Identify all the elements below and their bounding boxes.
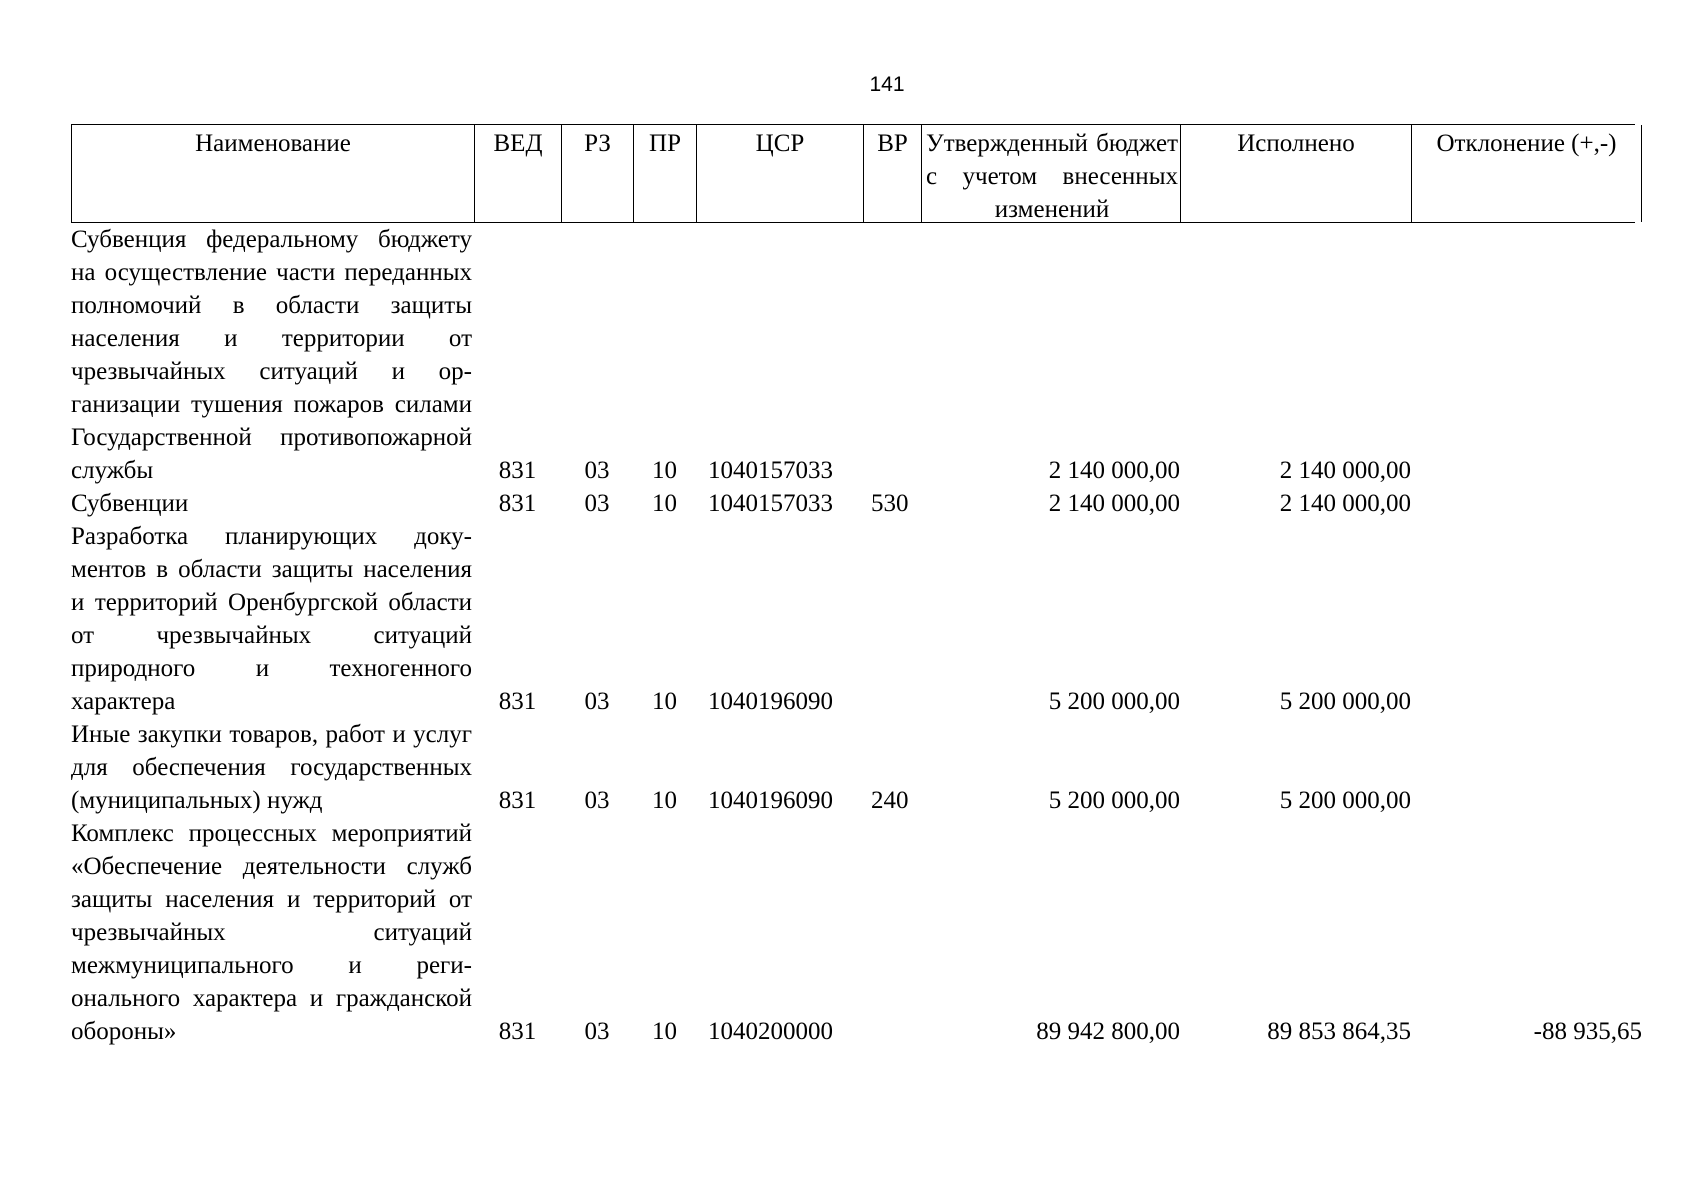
row-ved: 831	[498, 1018, 537, 1045]
header-executed: Исполнено	[1180, 125, 1411, 222]
row-pr: 10	[652, 457, 677, 484]
row-deviation: -88 935,65	[1533, 1018, 1642, 1045]
row-pr: 10	[652, 490, 677, 517]
row-ved: 831	[498, 490, 537, 517]
row-csr: 1040157033	[708, 457, 833, 484]
header-vr: ВР	[863, 125, 921, 222]
header-rz: РЗ	[561, 125, 633, 222]
row-vr: 530	[871, 490, 909, 517]
row-ved: 831	[498, 688, 537, 715]
row-pr: 10	[652, 787, 677, 814]
row-csr: 1040200000	[708, 1018, 833, 1045]
row-rz: 03	[584, 688, 610, 715]
row-budget: 5 200 000,00	[1048, 688, 1180, 715]
table-row	[71, 718, 1635, 817]
table-row	[71, 487, 1635, 520]
row-name: Субвенция федеральному бюджету на осуществление части переданных полномочий в области защиты населения и территории от чрезвычайных ситуаций и организации тушения пожаров силами Государственной противопожарной службы	[71, 226, 472, 484]
header-csr: ЦСР	[696, 125, 863, 222]
page-number: 141	[869, 73, 905, 96]
row-ved: 831	[498, 457, 537, 484]
row-name: Комплекс процессных мероприятий «Обеспечение деятельности служб защиты населения и территорий от чрезвычайных ситуаций межмуниципального и регионального характера и гражданской обороны»	[71, 820, 472, 1045]
row-pr: 10	[652, 688, 677, 715]
row-executed: 2 140 000,00	[1279, 490, 1411, 517]
row-budget: 5 200 000,00	[1048, 787, 1180, 814]
row-csr: 1040157033	[708, 490, 833, 517]
table-row	[71, 817, 1642, 1048]
row-name: Субвенции	[71, 490, 189, 517]
header-name: Наименование	[71, 125, 474, 222]
row-rz: 03	[584, 1018, 610, 1045]
header-deviation: Отклонение (+,-)	[1411, 125, 1642, 222]
header-ved: ВЕД	[474, 125, 561, 222]
budget-table	[71, 124, 1642, 1048]
row-rz: 03	[584, 457, 610, 484]
row-pr: 10	[652, 1018, 677, 1045]
row-executed: 5 200 000,00	[1279, 688, 1411, 715]
row-budget: 2 140 000,00	[1048, 457, 1180, 484]
table-header	[71, 124, 1635, 223]
row-name: Разработка планирующих документов в области защиты населения и территорий Оренбургской области от чрезвычайных ситуаций природного и техногенного характера	[71, 523, 472, 715]
header-approved-budget: Утвержденный бюджет с учетом внесенных изменений	[921, 125, 1180, 222]
row-csr: 1040196090	[708, 787, 833, 814]
header-pr: ПР	[633, 125, 696, 222]
row-name: Иные закупки товаров, работ и услуг для обеспечения государственных (муниципальных) нужд	[71, 721, 472, 814]
table-row	[71, 223, 1635, 487]
row-executed: 5 200 000,00	[1279, 787, 1411, 814]
row-csr: 1040196090	[708, 688, 833, 715]
row-executed: 2 140 000,00	[1279, 457, 1411, 484]
row-rz: 03	[584, 787, 610, 814]
row-ved: 831	[498, 787, 537, 814]
row-vr: 240	[871, 787, 909, 814]
row-executed: 89 853 864,35	[1267, 1018, 1411, 1045]
row-rz: 03	[584, 490, 610, 517]
row-budget: 2 140 000,00	[1048, 490, 1180, 517]
table-body	[71, 223, 1642, 1048]
row-budget: 89 942 800,00	[1036, 1018, 1180, 1045]
table-row	[71, 520, 1635, 718]
